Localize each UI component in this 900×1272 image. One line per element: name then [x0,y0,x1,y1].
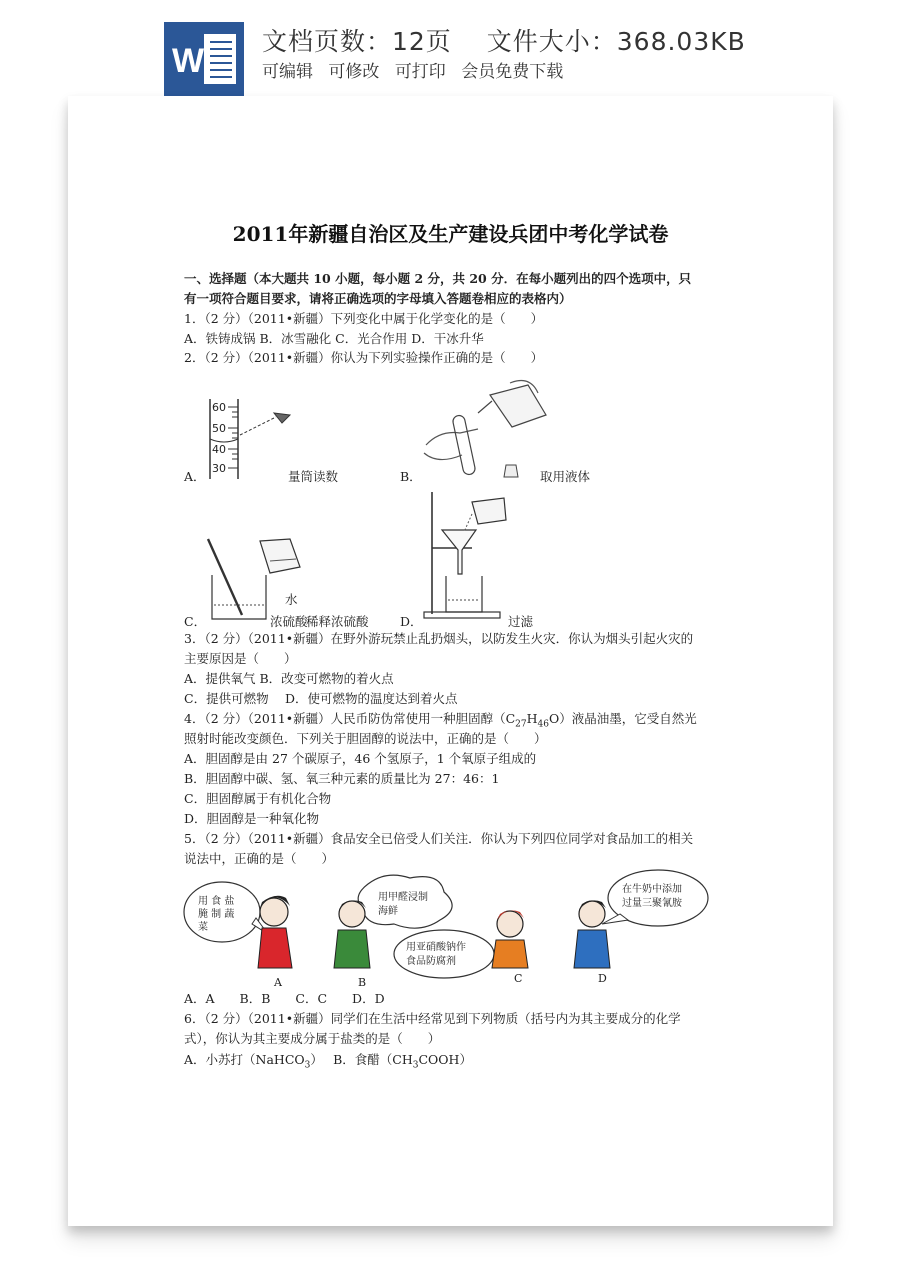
figure-b-caption: 取用液体 [540,469,591,484]
question-3-line2: 主要原因是（ ） [184,651,297,666]
food-safety-cartoon [182,868,722,988]
q6-option-b: ） B．食醋（CH [310,1052,413,1067]
question-5-line1: 5．（2 分）（2011•新疆）食品安全已倍受人们关注．你认为下列四位同学对食品加工的相关 [184,831,694,846]
figure-label-b: B [358,976,367,989]
feature-modifiable: 可修改 [328,62,380,82]
file-info [262,22,772,58]
question-4-line1 [184,711,697,733]
bubble-a-line2: 腌 制 蔬 [198,909,235,920]
bubble-c-line1: 用亚硝酸钠作 [406,942,466,953]
section-heading-line2: 有一项符合题目要求，请将正确选项的字母填入答题卷相应的表格内） [184,291,572,306]
figure-label-d: D [598,972,607,985]
q6-option-b-end: COOH） [418,1052,472,1067]
q4-h: H [526,711,538,726]
bubble-a-line1: 用 食 盐 [198,896,235,907]
question-3-line1: 3．（2 分）（2011•新疆）在野外游玩禁止乱扔烟头，以防发生火灾．你认为烟头引起火灾的 [184,631,694,646]
page-count: 文档页数：12页 [262,27,452,56]
figure-b-label: B． [400,469,422,484]
figure-d-label: D． [400,614,423,629]
feature-editable: 可编辑 [262,62,313,82]
eye-icon [274,413,290,423]
download-header [0,0,900,96]
question-6-line2: 式），你认为其主要成分属于盐类的是（ ） [184,1031,441,1046]
pouring-liquid-figure [420,375,560,485]
bubble-b-line2: 海鲜 [378,906,398,917]
figure-label-c: C [514,972,523,985]
bubble-d-line1: 在牛奶中添加 [622,884,682,895]
feature-printable: 可打印 [394,62,446,82]
cylinder-tick-60: 60 [212,401,226,414]
cylinder-tick-40: 40 [212,443,226,456]
q6-sub-b: 3 [412,1060,419,1071]
question-3-options-2: C．提供可燃物 D．使可燃物的温度达到着火点 [184,691,458,706]
q4-sub-27: 27 [515,719,527,730]
word-document-icon [164,22,244,96]
section-heading-line1: 一、选择题（本大题共 10 小题，每小题 2 分，共 20 分．在每小题列出的四个选项中，只 [184,271,692,286]
cylinder-tick-50: 50 [212,422,226,435]
q4-sub-46: 46 [537,719,549,730]
figure-c-label: C． [184,614,207,629]
bubble-a-line3: 菜 [198,922,208,933]
bubble-b-line1: 用甲醛浸制 [378,892,428,903]
question-3-options-1: A．提供氧气 B．改变可燃物的着火点 [184,671,394,686]
question-4-option-c: C．胆固醇属于有机化合物 [184,791,332,806]
question-6-line1: 6．（2 分）（2011•新疆）同学们在生活中经常见到下列物质（括号内为其主要成分的化学 [184,1011,681,1026]
page-title: 2011年新疆自治区及生产建设兵团中考化学试卷 [232,222,669,246]
filtration-figure [420,490,510,620]
figure-label-a: A [274,976,282,989]
file-size: 文件大小：368.03KB [486,27,746,56]
question-1: 1．（2 分）（2011•新疆）下列变化中属于化学变化的是（ ） [184,311,544,326]
water-label: 水 [285,592,298,607]
cylinder-tick-30: 30 [212,462,226,475]
figure-a-label: A． [184,469,206,484]
feature-list [262,57,573,82]
question-4-option-a: A．胆固醇是由 27 个碳原子，46 个氢原子，1 个氧原子组成的 [184,751,537,766]
question-2: 2．（2 分）（2011•新疆）你认为下列实验操作正确的是（ ） [184,350,544,365]
bubble-d-line2: 过量三聚氰胺 [622,898,682,909]
q6-sub-a: 3 [304,1060,311,1071]
word-icon-letter: W [172,42,205,80]
question-6-options [184,1052,472,1074]
question-5-line2: 说法中，正确的是（ ） [184,851,335,866]
figure-d-caption: 过滤 [508,614,534,629]
figure-a-caption: 量筒读数 [288,469,339,484]
feature-member-download[interactable]: 会员免费下载 [461,62,564,82]
bubble-c-line2: 食品防腐剂 [406,956,456,967]
question-4-option-b: B．胆固醇中碳、氢、氧三种元素的质量比为 27：46：1 [184,771,500,786]
question-5-options: A．A B．B C．C D．D [184,991,385,1006]
question-4-line2: 照射时能改变颜色．下列关于胆固醇的说法中，正确的是（ ） [184,731,547,746]
figure-c-caption: 稀释浓硫酸 [306,614,369,629]
question-4-option-d: D．胆固醇是一种氧化物 [184,811,320,826]
q4-text-end: O）液晶油墨，它受自然光 [548,711,697,726]
question-1-options: A．铁铸成锅 B．冰雪融化 C．光合作用 D．干冰升华 [184,331,484,346]
q4-text-start: 4．（2 分）（2011•新疆）人民币防伪常使用一种胆固醇（C [184,711,516,726]
acid-label: 浓硫酸 [270,614,308,629]
q6-option-a: A．小苏打（NaHCO [184,1052,305,1067]
